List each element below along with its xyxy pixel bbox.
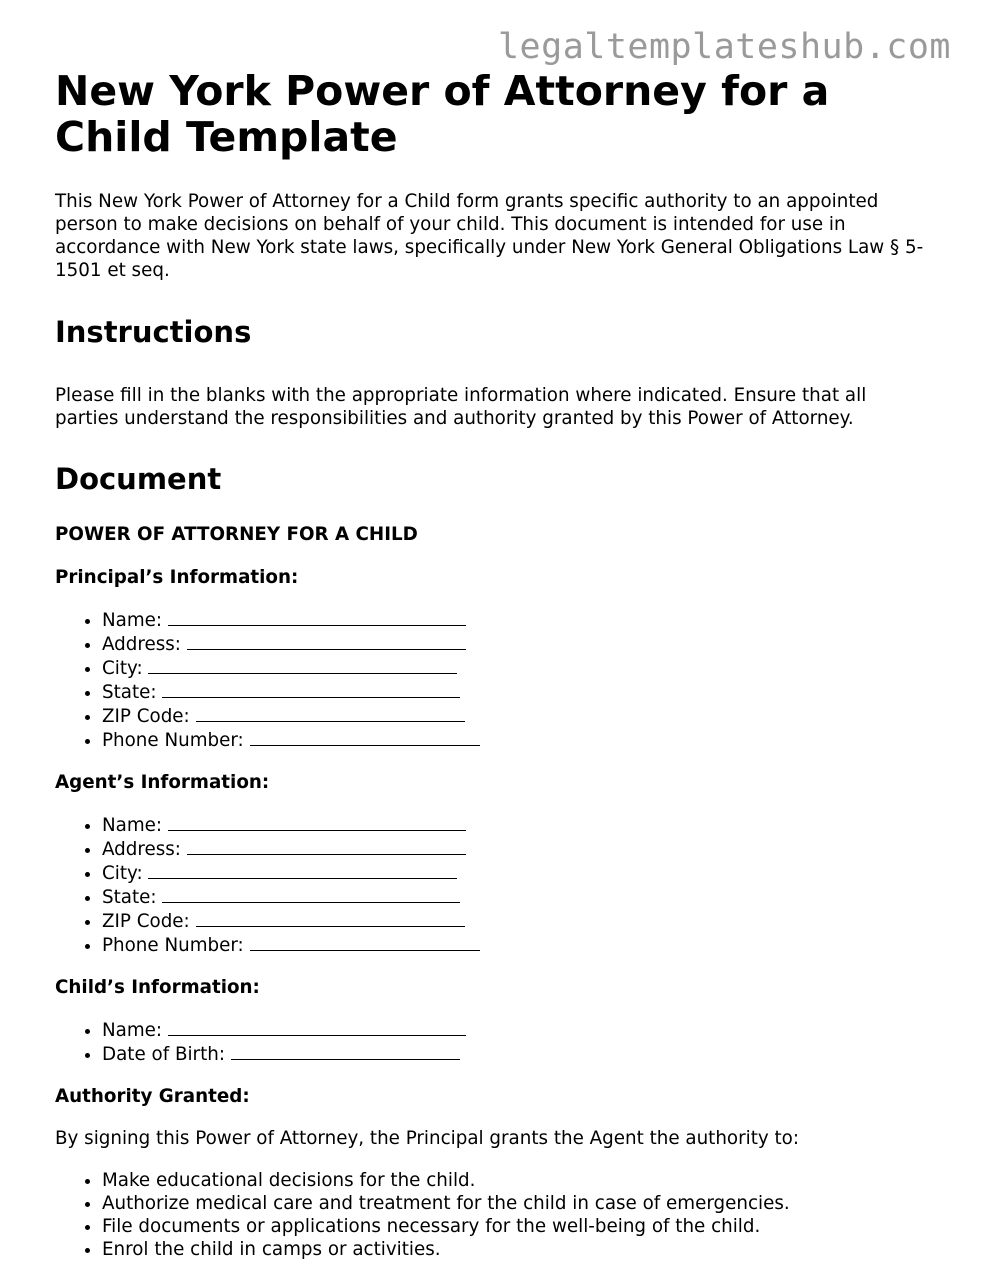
child-fields-list xyxy=(55,1018,935,1066)
list-item: • Authorize medical care and treatment for the child in case of emergencies. xyxy=(102,1192,935,1215)
field-label: Phone Number: xyxy=(102,935,244,956)
blank-line[interactable] xyxy=(148,861,457,879)
instructions-paragraph: Please fill in the blanks with the appropriate information where indicated. Ensure that all parties understand the responsibilities and authority granted by this Power of Attorney. xyxy=(55,385,867,429)
document-heading: Document xyxy=(55,462,222,496)
blank-line[interactable] xyxy=(162,680,460,698)
field-label: Phone Number: xyxy=(102,730,244,751)
field-label: ZIP Code: xyxy=(102,706,190,727)
field-label: Name: xyxy=(102,610,163,631)
list-item xyxy=(102,813,935,837)
field-label: Address: xyxy=(102,634,181,655)
blank-line[interactable] xyxy=(250,728,480,746)
list-item: • Enrol the child in camps or activities. xyxy=(102,1238,935,1261)
list-item xyxy=(102,656,935,680)
agent-info-heading: Agent’s Information: xyxy=(55,772,270,793)
blank-line[interactable] xyxy=(187,837,466,855)
field-label: State: xyxy=(102,887,157,908)
document-page xyxy=(55,68,935,1280)
page-title: New York Power of Attorney for a Child Template xyxy=(55,67,830,161)
field-label: Name: xyxy=(102,1020,163,1041)
list-item: • File documents or applications necessary for the well-being of the child. xyxy=(102,1215,935,1238)
blank-line[interactable] xyxy=(168,1018,466,1036)
field-label: State: xyxy=(102,682,157,703)
blank-line[interactable] xyxy=(187,632,466,650)
list-item xyxy=(102,608,935,632)
field-label: Name: xyxy=(102,815,163,836)
principal-fields-list xyxy=(55,608,935,752)
form-title: POWER OF ATTORNEY FOR A CHILD xyxy=(55,524,418,545)
list-item xyxy=(102,933,935,957)
blank-line[interactable] xyxy=(168,813,466,831)
list-item xyxy=(102,1018,935,1042)
authority-intro: By signing this Power of Attorney, the Principal grants the Agent the authority to: xyxy=(55,1128,800,1149)
principal-info-heading: Principal’s Information: xyxy=(55,567,299,588)
child-info-heading: Child’s Information: xyxy=(55,977,260,998)
blank-line[interactable] xyxy=(250,933,480,951)
field-label: City: xyxy=(102,863,143,884)
field-label: Date of Birth: xyxy=(102,1044,225,1065)
blank-line[interactable] xyxy=(162,885,460,903)
list-item xyxy=(102,704,935,728)
blank-line[interactable] xyxy=(196,704,465,722)
blank-line[interactable] xyxy=(196,909,465,927)
blank-line[interactable] xyxy=(231,1042,460,1060)
authority-heading: Authority Granted: xyxy=(55,1086,250,1107)
blank-line[interactable] xyxy=(168,608,466,626)
list-item xyxy=(102,680,935,704)
field-label: Address: xyxy=(102,839,181,860)
list-item xyxy=(102,837,935,861)
list-item: • Make educational decisions for the child. xyxy=(102,1169,935,1192)
blank-line[interactable] xyxy=(148,656,457,674)
intro-paragraph: This New York Power of Attorney for a Child form grants specific authority to an appointed person to make decisions on behalf of your child. This document is intended for use in accordance with New York state laws, specifically under New York General Obligations Law § 5-1501 et seq. xyxy=(55,191,924,281)
list-item xyxy=(102,909,935,933)
list-item xyxy=(102,632,935,656)
instructions-heading: Instructions xyxy=(55,315,252,349)
field-label: City: xyxy=(102,658,143,679)
authority-list xyxy=(55,1169,935,1261)
site-watermark: legaltemplateshub.com xyxy=(497,27,951,67)
list-item xyxy=(102,885,935,909)
agent-fields-list xyxy=(55,813,935,957)
field-label: ZIP Code: xyxy=(102,911,190,932)
list-item xyxy=(102,1042,935,1066)
list-item xyxy=(102,728,935,752)
list-item xyxy=(102,861,935,885)
